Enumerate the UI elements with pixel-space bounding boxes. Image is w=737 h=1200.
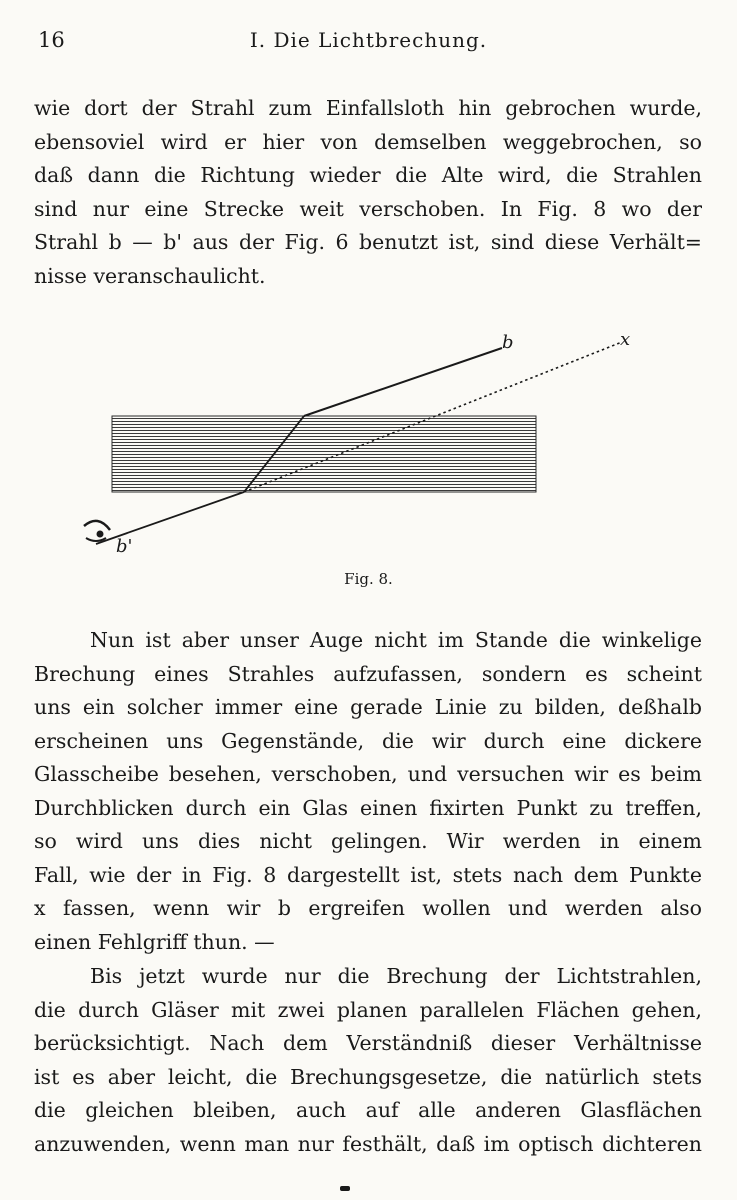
text-line: uns ein solcher immer eine gerade Linie zu bilden, deßhalb bbox=[34, 695, 702, 719]
label-x: x bbox=[620, 329, 631, 350]
figure-caption: Fig. 8. bbox=[344, 570, 393, 588]
printer-mark bbox=[340, 1186, 350, 1191]
text-line: berücksichtigt. Nach dem Verständniß dieser Verhältnisse bbox=[34, 1031, 702, 1055]
text-line: Durchblicken durch ein Glas einen fixirten Punkt zu treffen, bbox=[34, 795, 702, 820]
text-line: einen Fehlgriff thun. — bbox=[34, 929, 275, 954]
paragraph-1 bbox=[34, 92, 702, 293]
text-line: x fassen, wenn wir b ergreifen wollen und werden also bbox=[34, 896, 702, 920]
paragraph-2 bbox=[34, 624, 702, 959]
figure-8-diagram bbox=[70, 318, 670, 558]
text-line: daß dann die Richtung wieder die Alte wird, die Strahlen bbox=[34, 163, 702, 187]
text-line: sind nur eine Strecke weit verschoben. In Fig. 8 wo der bbox=[34, 196, 702, 221]
eye-icon bbox=[84, 521, 110, 541]
text-line: so wird uns dies nicht gelingen. Wir werden in einem bbox=[34, 829, 702, 853]
glass-plate bbox=[112, 416, 536, 492]
text-line: Nun ist aber unser Auge nicht im Stande die winkelige bbox=[90, 628, 702, 652]
text-line: Strahl b — b' aus der Fig. 6 benutzt ist, sind diese Verhält= bbox=[34, 230, 702, 254]
label-b-prime: b' bbox=[116, 536, 133, 557]
text-line: Bis jetzt wurde nur die Brechung der Lichtstrahlen, bbox=[90, 964, 702, 988]
paragraph-3 bbox=[34, 960, 702, 1161]
text-line: Fall, wie der in Fig. 8 dargestellt ist, stets nach dem Punkte bbox=[34, 862, 702, 887]
text-line: die durch Gläser mit zwei planen parallelen Flächen gehen, bbox=[34, 997, 702, 1022]
text-line: ebensoviel wird er hier von demselben weggebrochen, so bbox=[34, 129, 702, 154]
page-number: 16 bbox=[38, 28, 65, 52]
text-line: nisse veranschaulicht. bbox=[34, 263, 266, 288]
text-line: erscheinen uns Gegenstände, die wir durch eine dickere bbox=[34, 728, 702, 753]
running-title: I. Die Lichtbrechung. bbox=[249, 28, 488, 52]
page-header bbox=[34, 28, 703, 60]
text-line: Glasscheibe besehen, verschoben, und versuchen wir es beim bbox=[34, 762, 702, 786]
text-line: Brechung eines Strahles aufzufassen, sondern es scheint bbox=[34, 661, 702, 686]
text-line: die gleichen bleiben, auch auf alle anderen Glasflächen bbox=[34, 1098, 702, 1122]
label-b: b bbox=[502, 332, 514, 353]
text-line: anzuwenden, wenn man nur festhält, daß im optisch dichteren bbox=[34, 1131, 702, 1156]
text-line: ist es aber leicht, die Brechungsgesetze, die natürlich stets bbox=[34, 1064, 702, 1089]
incident-ray bbox=[304, 348, 502, 416]
text-line: wie dort der Strahl zum Einfallsloth hin gebrochen wurde, bbox=[34, 96, 702, 120]
